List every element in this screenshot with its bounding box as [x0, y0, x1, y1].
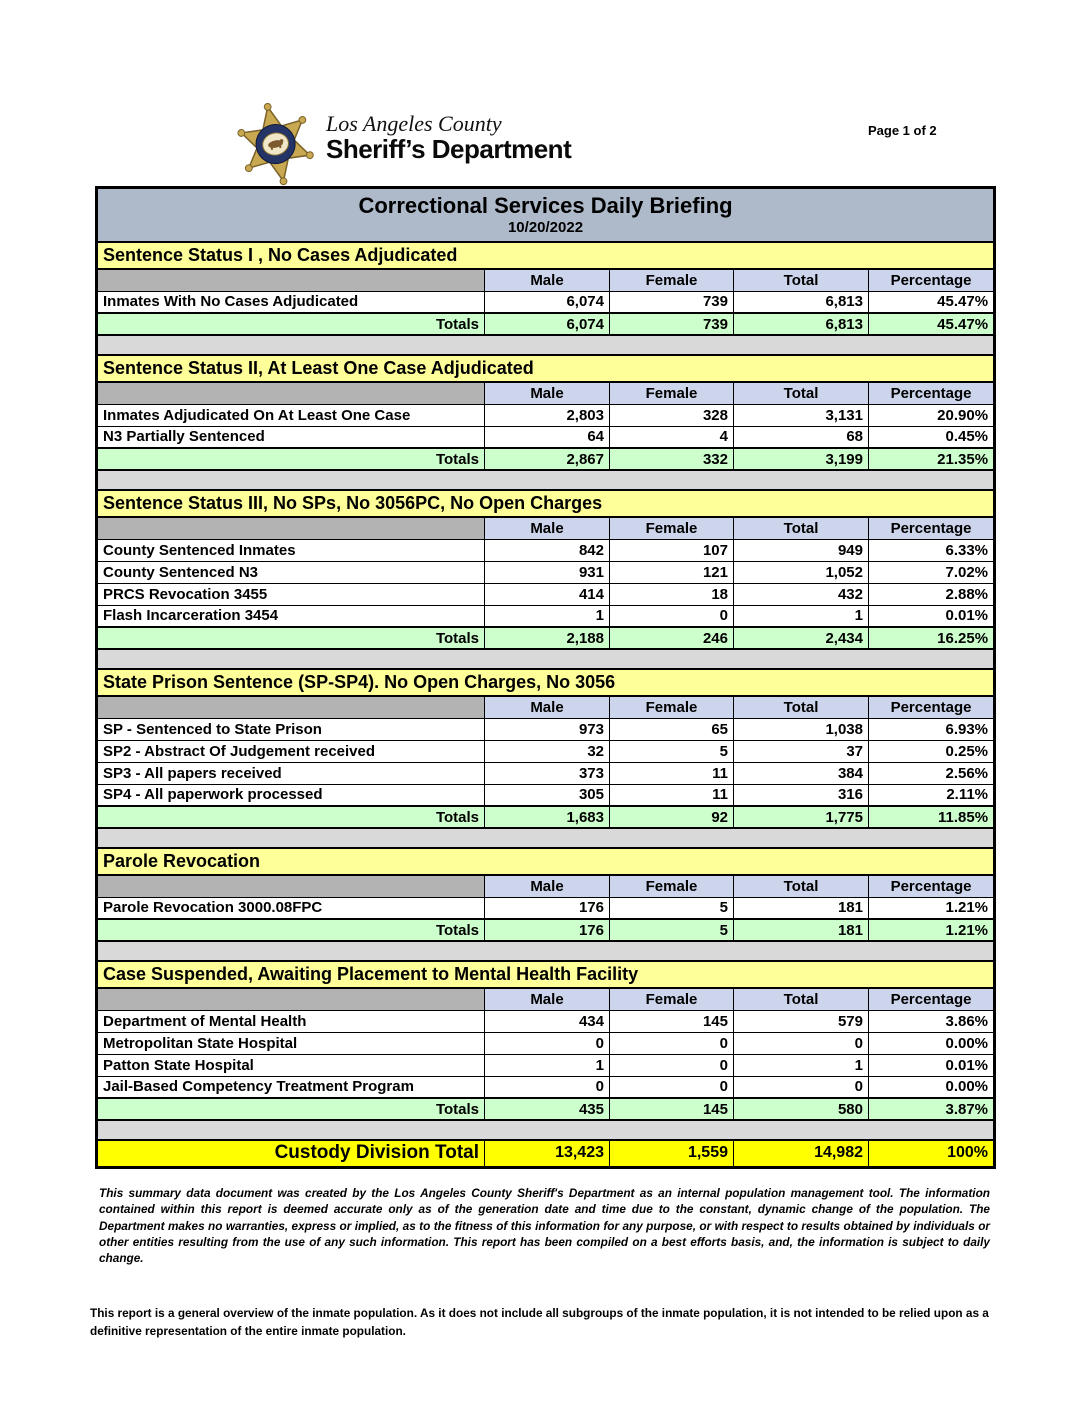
- table-row: [97, 1010, 995, 1032]
- cell-percentage: 6.93%: [869, 718, 995, 740]
- table-row: [97, 784, 995, 806]
- grand-total-percentage: 100%: [869, 1140, 995, 1167]
- column-header-spacer-cell: [97, 696, 485, 718]
- cell-percentage: 20.90%: [869, 404, 995, 426]
- column-header-spacer-cell: [97, 875, 485, 897]
- section-spacer-row: [97, 335, 995, 355]
- cell-male: 305: [485, 784, 610, 806]
- totals-total: 580: [734, 1098, 869, 1120]
- cell-female: 5: [610, 740, 734, 762]
- totals-label: Totals: [97, 448, 485, 470]
- totals-male: 176: [485, 919, 610, 941]
- totals-label: Totals: [97, 919, 485, 941]
- totals-row: [97, 627, 995, 649]
- cell-female: 0: [610, 605, 734, 627]
- section-title-row: [97, 490, 995, 517]
- cell-percentage: 0.01%: [869, 1054, 995, 1076]
- cell-male: 973: [485, 718, 610, 740]
- spacer-cell: [97, 335, 995, 355]
- totals-male: 2,188: [485, 627, 610, 649]
- totals-male: 1,683: [485, 806, 610, 828]
- column-header-total: Total: [734, 988, 869, 1010]
- totals-male: 6,074: [485, 313, 610, 335]
- column-header-female: Female: [610, 875, 734, 897]
- cell-total: 37: [734, 740, 869, 762]
- cell-female: 65: [610, 718, 734, 740]
- column-header-total: Total: [734, 696, 869, 718]
- cell-total: 0: [734, 1032, 869, 1054]
- row-label: SP - Sentenced to State Prison: [97, 718, 485, 740]
- table-row: [97, 539, 995, 561]
- column-header-row: [97, 988, 995, 1010]
- column-header-male: Male: [485, 382, 610, 404]
- cell-male: 32: [485, 740, 610, 762]
- row-label: SP4 - All paperwork processed: [97, 784, 485, 806]
- cell-total: 0: [734, 1076, 869, 1098]
- column-header-row: [97, 517, 995, 539]
- cell-female: 11: [610, 762, 734, 784]
- cell-percentage: 1.21%: [869, 897, 995, 919]
- table-row: [97, 426, 995, 448]
- column-header-male: Male: [485, 696, 610, 718]
- section-title-row: [97, 355, 995, 382]
- cell-percentage: 3.86%: [869, 1010, 995, 1032]
- row-label: Inmates With No Cases Adjudicated: [97, 291, 485, 313]
- cell-male: 0: [485, 1032, 610, 1054]
- section-title-row: [97, 669, 995, 696]
- column-header-row: [97, 875, 995, 897]
- column-header-spacer-cell: [97, 269, 485, 291]
- column-header-male: Male: [485, 875, 610, 897]
- cell-male: 414: [485, 583, 610, 605]
- column-header-female: Female: [610, 696, 734, 718]
- totals-row: [97, 448, 995, 470]
- cell-total: 1,052: [734, 561, 869, 583]
- section-spacer-row: [97, 828, 995, 848]
- cell-male: 434: [485, 1010, 610, 1032]
- page-indicator: Page 1 of 2: [868, 123, 937, 138]
- section-title: Sentence Status III, No SPs, No 3056PC, No Open Charges: [97, 490, 995, 517]
- report-date-row: [97, 219, 995, 242]
- cell-total: 1: [734, 605, 869, 627]
- row-label: N3 Partially Sentenced: [97, 426, 485, 448]
- cell-female: 121: [610, 561, 734, 583]
- table-row: [97, 1032, 995, 1054]
- row-label: Flash Incarceration 3454: [97, 605, 485, 627]
- cell-male: 64: [485, 426, 610, 448]
- column-header-total: Total: [734, 269, 869, 291]
- cell-percentage: 0.45%: [869, 426, 995, 448]
- cell-female: 107: [610, 539, 734, 561]
- column-header-spacer-cell: [97, 517, 485, 539]
- totals-female: 145: [610, 1098, 734, 1120]
- logo-text-block: [326, 112, 571, 163]
- section-title: Sentence Status II, At Least One Case Adjudicated: [97, 355, 995, 382]
- column-header-female: Female: [610, 269, 734, 291]
- column-header-female: Female: [610, 988, 734, 1010]
- cell-total: 1: [734, 1054, 869, 1076]
- column-header-total: Total: [734, 382, 869, 404]
- sheriff-star-badge-icon: [232, 100, 320, 196]
- column-header-percentage: Percentage: [869, 988, 995, 1010]
- report-title-row: [97, 188, 995, 220]
- cell-percentage: 0.25%: [869, 740, 995, 762]
- cell-percentage: 2.88%: [869, 583, 995, 605]
- totals-row: [97, 1098, 995, 1120]
- totals-female: 5: [610, 919, 734, 941]
- column-header-row: [97, 382, 995, 404]
- cell-female: 4: [610, 426, 734, 448]
- row-label: Parole Revocation 3000.08FPC: [97, 897, 485, 919]
- grand-total-female: 1,559: [610, 1140, 734, 1167]
- cell-female: 0: [610, 1032, 734, 1054]
- cell-percentage: 0.00%: [869, 1032, 995, 1054]
- totals-percentage: 11.85%: [869, 806, 995, 828]
- section-title-row: [97, 848, 995, 875]
- totals-total: 3,199: [734, 448, 869, 470]
- cell-female: 11: [610, 784, 734, 806]
- spacer-cell: [97, 649, 995, 669]
- totals-female: 246: [610, 627, 734, 649]
- column-header-total: Total: [734, 517, 869, 539]
- cell-male: 1: [485, 605, 610, 627]
- column-header-percentage: Percentage: [869, 517, 995, 539]
- totals-row: [97, 806, 995, 828]
- section-spacer-row: [97, 941, 995, 961]
- totals-total: 181: [734, 919, 869, 941]
- grand-total-label: Custody Division Total: [97, 1140, 485, 1167]
- table-row: [97, 740, 995, 762]
- cell-total: 1,038: [734, 718, 869, 740]
- cell-percentage: 6.33%: [869, 539, 995, 561]
- report-date: 10/20/2022: [97, 219, 995, 242]
- cell-female: 18: [610, 583, 734, 605]
- totals-total: 6,813: [734, 313, 869, 335]
- column-header-female: Female: [610, 382, 734, 404]
- totals-percentage: 3.87%: [869, 1098, 995, 1120]
- table-row: [97, 1054, 995, 1076]
- cell-total: 949: [734, 539, 869, 561]
- totals-percentage: 21.35%: [869, 448, 995, 470]
- section-spacer-row: [97, 1120, 995, 1140]
- column-header-percentage: Percentage: [869, 382, 995, 404]
- section-title-row: [97, 961, 995, 988]
- spacer-cell: [97, 1120, 995, 1140]
- row-label: SP2 - Abstract Of Judgement received: [97, 740, 485, 762]
- logo-department-name: Sheriff’s Department: [326, 134, 572, 165]
- totals-row: [97, 919, 995, 941]
- cell-female: 0: [610, 1076, 734, 1098]
- section-title: Parole Revocation: [97, 848, 995, 875]
- totals-female: 739: [610, 313, 734, 335]
- cell-percentage: 0.00%: [869, 1076, 995, 1098]
- totals-total: 1,775: [734, 806, 869, 828]
- table-row: [97, 404, 995, 426]
- cell-female: 0: [610, 1054, 734, 1076]
- cell-total: 3,131: [734, 404, 869, 426]
- totals-label: Totals: [97, 806, 485, 828]
- cell-male: 2,803: [485, 404, 610, 426]
- cell-male: 931: [485, 561, 610, 583]
- row-label: County Sentenced Inmates: [97, 539, 485, 561]
- cell-female: 145: [610, 1010, 734, 1032]
- column-header-male: Male: [485, 988, 610, 1010]
- table-row: [97, 718, 995, 740]
- cell-female: 739: [610, 291, 734, 313]
- column-header-total: Total: [734, 875, 869, 897]
- cell-percentage: 0.01%: [869, 605, 995, 627]
- cell-total: 181: [734, 897, 869, 919]
- totals-row: [97, 313, 995, 335]
- spacer-cell: [97, 828, 995, 848]
- table-row: [97, 897, 995, 919]
- totals-female: 332: [610, 448, 734, 470]
- spacer-cell: [97, 470, 995, 490]
- totals-male: 2,867: [485, 448, 610, 470]
- cell-male: 0: [485, 1076, 610, 1098]
- totals-percentage: 16.25%: [869, 627, 995, 649]
- logo-county-name: Los Angeles County: [326, 111, 502, 136]
- column-header-female: Female: [610, 517, 734, 539]
- cell-percentage: 45.47%: [869, 291, 995, 313]
- section-title: State Prison Sentence (SP-SP4). No Open Charges, No 3056: [97, 669, 995, 696]
- totals-total: 2,434: [734, 627, 869, 649]
- overview-footnote: This report is a general overview of the inmate population. As it does not include all subgroups of the inmate population, it is not intended to be relied upon as a definitive representation of the entire inmate population.: [90, 1306, 989, 1339]
- cell-total: 68: [734, 426, 869, 448]
- row-label: Jail-Based Competency Treatment Program: [97, 1076, 485, 1098]
- column-header-male: Male: [485, 517, 610, 539]
- cell-male: 1: [485, 1054, 610, 1076]
- column-header-spacer-cell: [97, 382, 485, 404]
- row-label: County Sentenced N3: [97, 561, 485, 583]
- totals-female: 92: [610, 806, 734, 828]
- row-label: Inmates Adjudicated On At Least One Case: [97, 404, 485, 426]
- cell-total: 384: [734, 762, 869, 784]
- column-header-percentage: Percentage: [869, 269, 995, 291]
- table-row: [97, 561, 995, 583]
- report-table: [95, 186, 996, 1169]
- section-title: Case Suspended, Awaiting Placement to Mental Health Facility: [97, 961, 995, 988]
- row-label: Patton State Hospital: [97, 1054, 485, 1076]
- section-title-row: [97, 242, 995, 269]
- cell-total: 432: [734, 583, 869, 605]
- cell-total: 579: [734, 1010, 869, 1032]
- grand-total-total: 14,982: [734, 1140, 869, 1167]
- totals-label: Totals: [97, 627, 485, 649]
- column-header-spacer-cell: [97, 988, 485, 1010]
- grand-total-row: [97, 1140, 995, 1167]
- column-header-percentage: Percentage: [869, 875, 995, 897]
- cell-percentage: 2.56%: [869, 762, 995, 784]
- cell-total: 316: [734, 784, 869, 806]
- table-row: [97, 605, 995, 627]
- cell-percentage: 2.11%: [869, 784, 995, 806]
- column-header-male: Male: [485, 269, 610, 291]
- cell-male: 373: [485, 762, 610, 784]
- row-label: Metropolitan State Hospital: [97, 1032, 485, 1054]
- totals-percentage: 45.47%: [869, 313, 995, 335]
- table-row: [97, 291, 995, 313]
- totals-male: 435: [485, 1098, 610, 1120]
- spacer-cell: [97, 941, 995, 961]
- totals-percentage: 1.21%: [869, 919, 995, 941]
- row-label: PRCS Revocation 3455: [97, 583, 485, 605]
- column-header-percentage: Percentage: [869, 696, 995, 718]
- table-row: [97, 1076, 995, 1098]
- report-title: Correctional Services Daily Briefing: [97, 188, 995, 220]
- column-header-row: [97, 269, 995, 291]
- row-label: Department of Mental Health: [97, 1010, 485, 1032]
- section-title: Sentence Status I , No Cases Adjudicated: [97, 242, 995, 269]
- cell-female: 5: [610, 897, 734, 919]
- totals-label: Totals: [97, 313, 485, 335]
- cell-total: 6,813: [734, 291, 869, 313]
- section-spacer-row: [97, 649, 995, 669]
- totals-label: Totals: [97, 1098, 485, 1120]
- table-row: [97, 583, 995, 605]
- disclaimer-footnote: This summary data document was created by the Los Angeles County Sheriff's Department as an internal population management tool. The information contained within this report is deemed accurate only as of the generation date and time due to the constant, dynamic change of the population. The Department makes no warranties, express or implied, as to the fitness of this information for any purpose, or with respect to results obtained by individuals or other entities resulting from the use of any such information. This report has been compiled on a best efforts basis, and, the information is subject to daily change.: [99, 1186, 990, 1266]
- cell-male: 6,074: [485, 291, 610, 313]
- grand-total-male: 13,423: [485, 1140, 610, 1167]
- table-row: [97, 762, 995, 784]
- section-spacer-row: [97, 470, 995, 490]
- column-header-row: [97, 696, 995, 718]
- cell-percentage: 7.02%: [869, 561, 995, 583]
- cell-male: 176: [485, 897, 610, 919]
- cell-female: 328: [610, 404, 734, 426]
- row-label: SP3 - All papers received: [97, 762, 485, 784]
- cell-male: 842: [485, 539, 610, 561]
